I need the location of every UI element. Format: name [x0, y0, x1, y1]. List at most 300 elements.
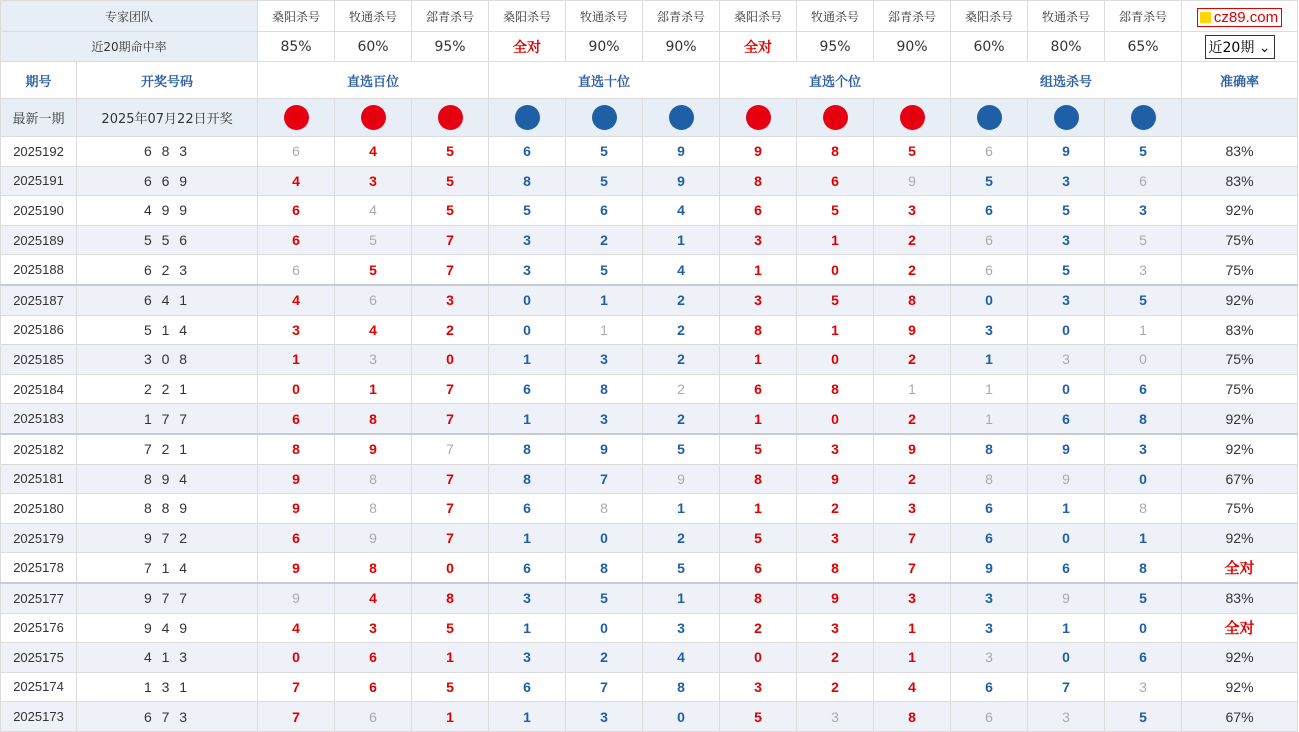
kill-number-cell: 5 [412, 613, 489, 643]
number-ball: 5 [361, 105, 386, 130]
kill-number-cell: 6 [951, 255, 1028, 285]
kill-number-cell: 5 [335, 255, 412, 285]
hit-rate: 85% [258, 32, 335, 62]
accuracy-cell: 83% [1182, 166, 1298, 196]
accuracy-cell: 92% [1182, 434, 1298, 464]
kill-number-cell: 1 [797, 225, 874, 255]
kill-number-cell: 1 [643, 494, 720, 524]
period-cell: 2025180 [1, 494, 77, 524]
table-row [1, 553, 1298, 583]
kill-number-cell: 8 [489, 464, 566, 494]
kill-number-cell: 3 [874, 583, 951, 613]
kill-number-cell: 0 [566, 523, 643, 553]
accuracy-header: 准确率 [1182, 62, 1298, 99]
period-cell: 2025182 [1, 434, 77, 464]
hit-rate-label: 近20期命中率 [1, 32, 258, 62]
table-row [1, 494, 1298, 524]
kill-number-cell: 3 [797, 613, 874, 643]
kill-number-cell: 2 [566, 225, 643, 255]
kill-number-cell: 8 [412, 583, 489, 613]
kill-number-cell: 1 [951, 345, 1028, 375]
kill-number-cell: 7 [566, 464, 643, 494]
open-numbers-cell: 6 4 1 [77, 285, 258, 315]
chevron-down-icon: ⌄ [1258, 39, 1271, 56]
kill-number-cell: 8 [335, 494, 412, 524]
kill-number-cell: 0 [489, 315, 566, 345]
kill-number-cell: 6 [335, 672, 412, 702]
kill-number-cell: 6 [258, 225, 335, 255]
kill-number-cell: 6 [951, 523, 1028, 553]
kill-number-cell: 5 [1028, 196, 1105, 226]
kill-number-cell: 5 [951, 166, 1028, 196]
kill-number-cell: 8 [566, 374, 643, 404]
kill-number-cell: 6 [258, 137, 335, 167]
expert-name: 桑阳杀号 [951, 1, 1028, 32]
kill-number-cell: 5 [720, 523, 797, 553]
kill-number-cell: 0 [643, 702, 720, 732]
site-logo[interactable] [1197, 8, 1282, 27]
kill-number-cell: 5 [1105, 702, 1182, 732]
kill-number-cell: 7 [412, 374, 489, 404]
period-cell: 2025190 [1, 196, 77, 226]
kill-number-cell: 6 [720, 374, 797, 404]
number-ball: 9 [900, 105, 925, 130]
accuracy-cell: 83% [1182, 583, 1298, 613]
kill-number-cell: 0 [1028, 523, 1105, 553]
table-row [1, 672, 1298, 702]
kill-number-cell: 0 [797, 345, 874, 375]
hit-rate: 60% [335, 32, 412, 62]
kill-number-cell: 3 [874, 494, 951, 524]
kill-number-cell: 3 [335, 345, 412, 375]
kill-number-cell: 3 [566, 702, 643, 732]
kill-number-cell: 1 [874, 374, 951, 404]
hit-rate-row [1, 32, 1298, 62]
kill-number-cell: 3 [335, 613, 412, 643]
kill-number-cell: 1 [1105, 315, 1182, 345]
logo-text: cz89.com [1213, 8, 1279, 26]
kill-number-cell: 1 [489, 404, 566, 434]
kill-number-cell: 2 [720, 613, 797, 643]
kill-number-cell: 7 [566, 672, 643, 702]
open-numbers-cell: 6 8 3 [77, 137, 258, 167]
expert-name: 郐青杀号 [643, 1, 720, 32]
kill-number-cell: 6 [951, 494, 1028, 524]
open-numbers-cell: 9 7 7 [77, 583, 258, 613]
kill-number-cell: 0 [1105, 345, 1182, 375]
hit-rate: 60% [951, 32, 1028, 62]
expert-row [1, 1, 1298, 32]
kill-number-cell: 6 [489, 553, 566, 583]
kill-number-cell: 2 [797, 494, 874, 524]
accuracy-cell: 75% [1182, 225, 1298, 255]
expert-name: 郐青杀号 [1105, 1, 1182, 32]
open-numbers-cell: 4 1 3 [77, 643, 258, 673]
kill-number-cell: 0 [412, 345, 489, 375]
number-ball: 7 [438, 105, 463, 130]
kill-number-cell: 6 [1105, 166, 1182, 196]
group-header-units: 直选个位 [720, 62, 951, 99]
kill-number-cell: 3 [797, 702, 874, 732]
group-header-tens: 直选十位 [489, 62, 720, 99]
kill-number-cell: 8 [335, 464, 412, 494]
kill-number-cell: 9 [720, 137, 797, 167]
latest-ball-cell [566, 99, 643, 137]
accuracy-cell: 全对 [1182, 553, 1298, 583]
open-numbers-cell: 9 7 2 [77, 523, 258, 553]
period-cell: 2025183 [1, 404, 77, 434]
kill-number-cell: 7 [412, 494, 489, 524]
kill-number-cell: 8 [335, 404, 412, 434]
latest-ball-cell [720, 99, 797, 137]
number-ball: 3 [746, 105, 771, 130]
accuracy-cell: 75% [1182, 255, 1298, 285]
table-row [1, 613, 1298, 643]
kill-number-cell: 3 [258, 315, 335, 345]
accuracy-cell: 83% [1182, 315, 1298, 345]
open-numbers-cell: 5 1 4 [77, 315, 258, 345]
kill-number-cell: 6 [720, 553, 797, 583]
hit-rate: 95% [797, 32, 874, 62]
kill-number-cell: 8 [1105, 494, 1182, 524]
logo-cell [1182, 1, 1298, 32]
kill-number-cell: 3 [1028, 345, 1105, 375]
kill-number-cell: 5 [566, 166, 643, 196]
period-cell: 2025173 [1, 702, 77, 732]
period-cell: 2025189 [1, 225, 77, 255]
kill-number-cell: 1 [489, 523, 566, 553]
kill-number-cell: 5 [1105, 583, 1182, 613]
period-cell: 2025178 [1, 553, 77, 583]
kill-number-cell: 9 [1028, 137, 1105, 167]
latest-ball-cell [489, 99, 566, 137]
kill-number-cell: 0 [1028, 643, 1105, 673]
kill-number-cell: 6 [566, 196, 643, 226]
hit-rate: 全对 [720, 32, 797, 62]
kill-number-cell: 1 [951, 374, 1028, 404]
kill-number-cell: 0 [1028, 315, 1105, 345]
kill-number-cell: 8 [720, 464, 797, 494]
latest-row [1, 99, 1298, 137]
kill-number-cell: 1 [258, 345, 335, 375]
team-label: 专家团队 [1, 1, 258, 32]
period-cell: 2025186 [1, 315, 77, 345]
kill-number-cell: 3 [335, 166, 412, 196]
accuracy-cell: 92% [1182, 285, 1298, 315]
kill-number-cell: 6 [951, 196, 1028, 226]
latest-ball-cell [335, 99, 412, 137]
accuracy-cell: 75% [1182, 374, 1298, 404]
table-row [1, 702, 1298, 732]
kill-number-cell: 3 [412, 285, 489, 315]
number-ball: 9 [669, 105, 694, 130]
kill-number-cell: 1 [566, 315, 643, 345]
kill-number-cell: 1 [489, 345, 566, 375]
accuracy-cell: 92% [1182, 672, 1298, 702]
kill-number-cell: 5 [1105, 225, 1182, 255]
kill-number-cell: 1 [720, 345, 797, 375]
kill-number-cell: 6 [258, 255, 335, 285]
period-cell: 2025185 [1, 345, 77, 375]
latest-ball-cell [1105, 99, 1182, 137]
expert-name: 牧通杀号 [1028, 1, 1105, 32]
expert-name: 牧通杀号 [566, 1, 643, 32]
open-numbers-cell: 3 0 8 [77, 345, 258, 375]
kill-number-cell: 9 [335, 523, 412, 553]
accuracy-cell: 92% [1182, 196, 1298, 226]
kill-number-cell: 1 [720, 404, 797, 434]
kill-number-cell: 4 [258, 285, 335, 315]
table-row [1, 404, 1298, 434]
kill-number-cell: 3 [643, 613, 720, 643]
open-numbers-cell: 8 9 4 [77, 464, 258, 494]
table-row [1, 374, 1298, 404]
latest-label: 最新一期 [1, 99, 77, 137]
kill-number-cell: 0 [258, 643, 335, 673]
table-row [1, 225, 1298, 255]
kill-number-cell: 4 [258, 613, 335, 643]
group-header-hundreds: 直选百位 [258, 62, 489, 99]
kill-number-cell: 9 [566, 434, 643, 464]
kill-number-cell: 4 [335, 315, 412, 345]
kill-number-cell: 9 [874, 434, 951, 464]
table-row [1, 523, 1298, 553]
open-numbers-cell: 8 8 9 [77, 494, 258, 524]
kill-number-cell: 9 [258, 494, 335, 524]
kill-number-cell: 0 [951, 285, 1028, 315]
table-row [1, 166, 1298, 196]
kill-number-cell: 1 [412, 702, 489, 732]
kill-number-cell: 5 [874, 137, 951, 167]
kill-number-cell: 6 [951, 672, 1028, 702]
expert-name: 桑阳杀号 [720, 1, 797, 32]
latest-ball-cell [412, 99, 489, 137]
kill-number-cell: 9 [1028, 464, 1105, 494]
kill-number-cell: 6 [951, 225, 1028, 255]
latest-ball-cell [797, 99, 874, 137]
kill-number-cell: 9 [1028, 434, 1105, 464]
number-ball: 6 [977, 105, 1002, 130]
kill-number-cell: 6 [258, 196, 335, 226]
kill-number-cell: 9 [258, 464, 335, 494]
kill-number-cell: 2 [566, 643, 643, 673]
kill-number-cell: 3 [951, 583, 1028, 613]
kill-number-cell: 7 [412, 225, 489, 255]
accuracy-cell: 92% [1182, 643, 1298, 673]
kill-number-cell: 0 [797, 255, 874, 285]
period-select-value: 近20期 [1208, 39, 1255, 56]
table-row [1, 434, 1298, 464]
kill-number-cell: 7 [258, 672, 335, 702]
period-cell: 2025192 [1, 137, 77, 167]
expert-name: 牧通杀号 [335, 1, 412, 32]
kill-number-cell: 6 [489, 137, 566, 167]
kill-number-cell: 5 [412, 672, 489, 702]
kill-number-cell: 5 [643, 553, 720, 583]
kill-number-cell: 5 [643, 434, 720, 464]
hit-rate: 90% [874, 32, 951, 62]
kill-number-cell: 3 [951, 315, 1028, 345]
kill-number-cell: 5 [797, 285, 874, 315]
kill-number-cell: 2 [643, 285, 720, 315]
kill-number-cell: 4 [258, 166, 335, 196]
hit-rate: 90% [566, 32, 643, 62]
kill-number-cell: 7 [874, 553, 951, 583]
open-numbers-cell: 7 1 4 [77, 553, 258, 583]
kill-number-cell: 2 [797, 672, 874, 702]
kill-number-cell: 8 [489, 434, 566, 464]
kill-number-cell: 8 [720, 166, 797, 196]
kill-number-cell: 4 [643, 196, 720, 226]
latest-ball-cell [1028, 99, 1105, 137]
kill-number-cell: 8 [951, 464, 1028, 494]
number-ball: 8 [515, 105, 540, 130]
kill-number-cell: 6 [335, 643, 412, 673]
open-numbers-cell: 2 2 1 [77, 374, 258, 404]
table-row [1, 643, 1298, 673]
kill-number-cell: 3 [566, 404, 643, 434]
kill-number-cell: 1 [720, 255, 797, 285]
kill-number-cell: 7 [874, 523, 951, 553]
period-select[interactable] [1205, 35, 1275, 59]
latest-ball-cell [643, 99, 720, 137]
kill-number-cell: 8 [335, 553, 412, 583]
kill-number-cell: 9 [643, 137, 720, 167]
kill-number-cell: 3 [1028, 702, 1105, 732]
kill-number-cell: 4 [643, 255, 720, 285]
kill-number-cell: 5 [1028, 255, 1105, 285]
kill-number-cell: 1 [1028, 494, 1105, 524]
kill-number-cell: 4 [874, 672, 951, 702]
kill-number-cell: 3 [489, 643, 566, 673]
kill-number-cell: 8 [1105, 404, 1182, 434]
kill-number-cell: 9 [643, 166, 720, 196]
kill-number-cell: 1 [335, 374, 412, 404]
kill-number-cell: 2 [874, 464, 951, 494]
open-numbers-cell: 6 6 9 [77, 166, 258, 196]
open-numbers-cell: 4 9 9 [77, 196, 258, 226]
accuracy-cell: 92% [1182, 404, 1298, 434]
open-numbers-cell: 7 2 1 [77, 434, 258, 464]
kill-number-cell: 1 [643, 583, 720, 613]
table-row [1, 255, 1298, 285]
table-row [1, 583, 1298, 613]
kill-number-cell: 9 [1028, 583, 1105, 613]
open-numbers-cell: 1 3 1 [77, 672, 258, 702]
kill-number-cell: 2 [643, 315, 720, 345]
kill-number-cell: 5 [1105, 285, 1182, 315]
kill-number-cell: 0 [720, 643, 797, 673]
kill-number-cell: 5 [412, 137, 489, 167]
accuracy-cell: 全对 [1182, 613, 1298, 643]
kill-number-cell: 3 [489, 583, 566, 613]
kill-number-cell: 0 [412, 553, 489, 583]
period-cell: 2025176 [1, 613, 77, 643]
kill-number-cell: 8 [489, 166, 566, 196]
kill-number-cell: 1 [489, 613, 566, 643]
kill-number-cell: 8 [951, 434, 1028, 464]
kill-number-cell: 2 [874, 345, 951, 375]
kill-number-cell: 6 [258, 404, 335, 434]
kill-number-cell: 3 [1028, 285, 1105, 315]
table-row [1, 464, 1298, 494]
kill-number-cell: 4 [335, 137, 412, 167]
logo-square-icon [1200, 12, 1211, 23]
kill-number-cell: 6 [335, 702, 412, 732]
kill-number-cell: 1 [874, 643, 951, 673]
kill-number-cell: 5 [1105, 137, 1182, 167]
hit-rate: 80% [1028, 32, 1105, 62]
kill-number-cell: 9 [258, 553, 335, 583]
table-header [1, 1, 1298, 137]
table-row [1, 345, 1298, 375]
number-ball: 6 [284, 105, 309, 130]
kill-number-cell: 6 [1105, 374, 1182, 404]
number-ball: 3 [1054, 105, 1079, 130]
kill-number-cell: 3 [951, 613, 1028, 643]
kill-number-cell: 9 [797, 583, 874, 613]
latest-accuracy-empty [1182, 99, 1298, 137]
kill-number-cell: 0 [1028, 374, 1105, 404]
kill-number-cell: 9 [258, 583, 335, 613]
kill-number-cell: 8 [258, 434, 335, 464]
accuracy-cell: 83% [1182, 137, 1298, 167]
kill-number-cell: 5 [797, 196, 874, 226]
period-cell: 2025191 [1, 166, 77, 196]
kill-number-cell: 8 [797, 553, 874, 583]
kill-number-cell: 0 [258, 374, 335, 404]
kill-number-cell: 2 [643, 345, 720, 375]
kill-number-cell: 7 [412, 464, 489, 494]
kill-number-cell: 3 [951, 643, 1028, 673]
open-numbers-header: 开奖号码 [77, 62, 258, 99]
kill-number-cell: 1 [720, 494, 797, 524]
kill-number-cell: 2 [874, 255, 951, 285]
kill-number-cell: 3 [720, 672, 797, 702]
accuracy-cell: 75% [1182, 345, 1298, 375]
kill-number-cell: 3 [1105, 672, 1182, 702]
kill-number-cell: 4 [335, 196, 412, 226]
kill-number-cell: 3 [1028, 166, 1105, 196]
kill-number-cell: 7 [258, 702, 335, 732]
kill-number-cell: 3 [720, 225, 797, 255]
period-cell: 2025187 [1, 285, 77, 315]
open-numbers-cell: 1 7 7 [77, 404, 258, 434]
kill-number-cell: 1 [951, 404, 1028, 434]
open-numbers-cell: 9 4 9 [77, 613, 258, 643]
kill-number-cell: 8 [797, 374, 874, 404]
kill-number-cell: 2 [797, 643, 874, 673]
expert-name: 郐青杀号 [412, 1, 489, 32]
kill-number-cell: 2 [412, 315, 489, 345]
table-row [1, 196, 1298, 226]
table-row [1, 285, 1298, 315]
kill-number-cell: 6 [951, 137, 1028, 167]
history-rows [1, 137, 1298, 732]
kill-number-cell: 9 [951, 553, 1028, 583]
hit-rate: 95% [412, 32, 489, 62]
number-ball: 6 [592, 105, 617, 130]
kill-number-cell: 3 [1105, 434, 1182, 464]
kill-number-cell: 7 [412, 434, 489, 464]
kill-number-cell: 9 [874, 315, 951, 345]
kill-number-cell: 3 [720, 285, 797, 315]
period-cell: 2025177 [1, 583, 77, 613]
kill-number-cell: 4 [335, 583, 412, 613]
open-numbers-cell: 6 7 3 [77, 702, 258, 732]
kill-number-cell: 7 [1028, 672, 1105, 702]
kill-number-cell: 2 [643, 404, 720, 434]
